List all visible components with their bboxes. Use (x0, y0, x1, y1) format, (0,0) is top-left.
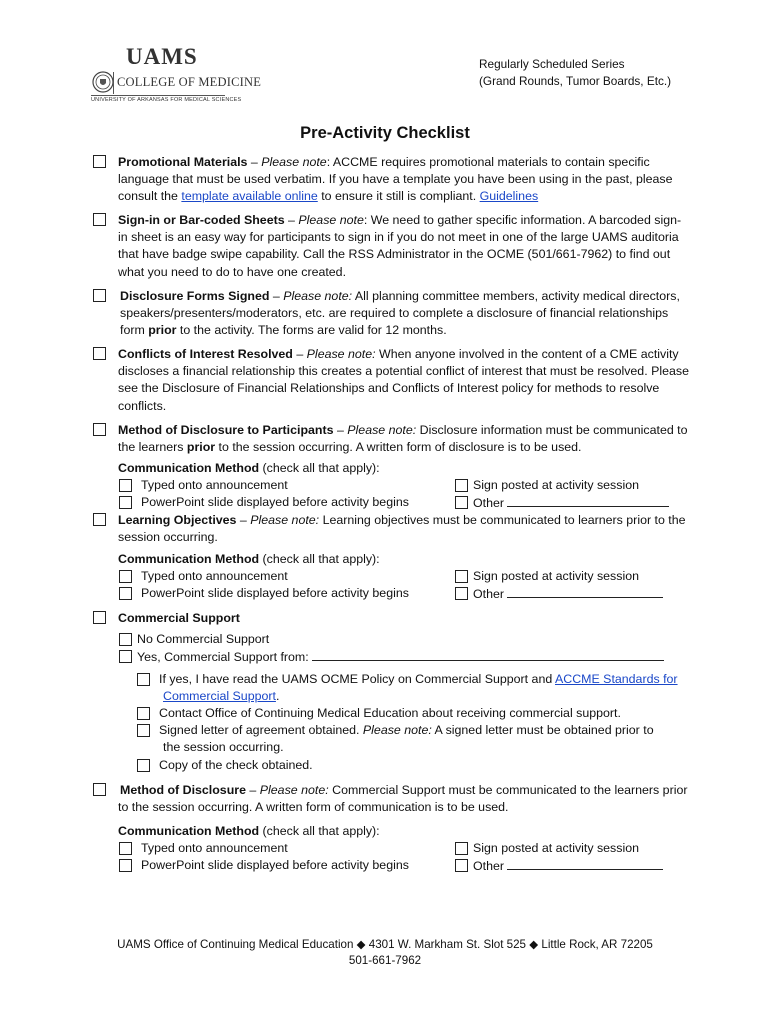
no-commercial-support-label: No Commercial Support (137, 632, 270, 646)
please-note-label: Please note (347, 423, 413, 437)
other-input[interactable] (507, 494, 669, 507)
method-disclosure-participants-heading: Method of Disclosure to Participants (118, 423, 334, 437)
logo-university: UNIVERSITY OF ARKANSAS FOR MEDICAL SCIENCES (91, 97, 242, 103)
communication-method-label (118, 460, 380, 477)
learning-objectives-text: Learning objectives must be communicated to learners prior to the session occurring. (118, 513, 686, 545)
communication-method-heading: Communication Method (118, 552, 260, 566)
disclosure-forms-item: Disclosure Forms Signed – Please note: All planning committee members, activity medical directors, speakers/presenters/moderators, etc. are required to complete a disclosure of financial relationships form prior to the activity. The forms are valid for 12 months. (120, 289, 680, 338)
guidelines-link[interactable]: Guidelines (479, 189, 539, 204)
policy-read-label (159, 671, 678, 688)
please-note-label: Please note (306, 347, 373, 361)
sign-in-sheets-item: Sign-in or Bar-coded Sheets – Please note: We need to gather specific information. A barcoded sign-in sheet is an easy way for participants to sign in if you do not meet in one of the large UAMS auditoria that have badge swipe capability. Call the RSS Administrator in the OCME (501/661-7962) to find out what you need to do to have one created. (118, 213, 682, 279)
sign-in-sheets-checkbox[interactable] (93, 213, 106, 226)
learning-objectives-heading: Learning Objectives (118, 513, 237, 527)
policy-read-text: If yes, I have read the UAMS OCME Policy on Commercial Support and (159, 672, 555, 686)
promotional-materials-text: : ACCME requires promotional materials to contain specific language that must be used verbatim. If you have a template you have been using in the past, please consult the (118, 155, 673, 204)
sign-posted-label: Sign posted at activity session (473, 478, 639, 492)
typed-announcement-checkbox[interactable] (119, 842, 132, 855)
prior-emphasis: prior (148, 323, 177, 338)
powerpoint-slide-label: PowerPoint slide displayed before activity begins (141, 586, 409, 600)
signed-letter-text: Signed letter of agreement obtained. (159, 723, 363, 737)
commercial-support-title: Commercial Support (118, 611, 240, 625)
sign-in-sheets-heading: Sign-in or Bar-coded Sheets (118, 213, 285, 227)
commercial-support-heading (118, 610, 240, 627)
typed-announcement-label: Typed onto announcement (141, 841, 288, 855)
sign-posted-label: Sign posted at activity session (473, 841, 639, 855)
no-commercial-support-checkbox[interactable] (119, 633, 132, 646)
powerpoint-slide-label: PowerPoint slide displayed before activity begins (141, 858, 409, 872)
contact-ocme-label: Contact Office of Continuing Medical Education about receiving commercial support. (159, 706, 621, 720)
signed-letter-label (159, 722, 654, 739)
copy-check-label: Copy of the check obtained. (159, 758, 313, 772)
please-note-label: Please note: (362, 723, 432, 737)
please-note-label: Please note (298, 213, 364, 227)
disclosure-forms-checkbox[interactable] (93, 289, 106, 302)
check-all-note: (check all that apply): (259, 824, 380, 838)
typed-announcement-checkbox[interactable] (119, 570, 132, 583)
communication-method-heading: Communication Method (118, 824, 260, 838)
method-disclosure-commercial-text: Commercial Support must be communicated to the learners prior to the session occurring. A written form of communication is to be used. (118, 783, 688, 815)
method-disclosure-commercial-checkbox[interactable] (93, 783, 106, 796)
series-note (479, 56, 671, 90)
powerpoint-slide-checkbox[interactable] (119, 496, 132, 509)
yes-commercial-support-text: Yes, Commercial Support from: (137, 650, 309, 664)
series-line-1: Regularly Scheduled Series (479, 57, 625, 71)
footer-address: UAMS Office of Continuing Medical Education ◆ 4301 W. Markham St. Slot 525 ◆ Little Rock, AR 72205 (117, 938, 653, 951)
disclosure-forms-text-2: to the activity. The forms are valid for 12 months. (176, 323, 447, 338)
method-disclosure-participants-text: Disclosure information must be communicated to the learners (118, 423, 688, 455)
logo-rule (91, 95, 225, 96)
method-disclosure-commercial-item: Method of Disclosure – Please note: Commercial Support must be communicated to the learners prior to the session occurring. A written form of communication is to be used. (118, 783, 688, 815)
commercial-support-link[interactable]: Commercial Support (163, 689, 276, 703)
policy-read-label-cont: Commercial Support. (163, 689, 280, 703)
conflicts-resolved-checkbox[interactable] (93, 347, 106, 360)
commercial-support-checkbox[interactable] (93, 611, 106, 624)
promotional-materials-text-2: to ensure it still is compliant. (317, 189, 480, 204)
typed-announcement-label: Typed onto announcement (141, 569, 288, 583)
learning-objectives-checkbox[interactable] (93, 513, 106, 526)
logo-wordmark: UAMS (126, 44, 198, 69)
promotional-materials-heading: Promotional Materials (118, 155, 248, 169)
method-disclosure-participants-checkbox[interactable] (93, 423, 106, 436)
disclosure-forms-text: All planning committee members, activity medical directors, speakers/presenters/moderators, etc. are required to complete a disclosure of financial relationships form (120, 289, 680, 338)
yes-commercial-support-label (137, 648, 664, 666)
sign-posted-checkbox[interactable] (455, 570, 468, 583)
other-text: Other (473, 587, 504, 601)
promotional-materials-item: Promotional Materials – Please note: ACCME requires promotional materials to contain specific language that must be used verbatim. If you have a template you have been using in the past, please consult the template available online to ensure it still is compliant. Guidelines (118, 155, 673, 204)
other-checkbox[interactable] (455, 587, 468, 600)
logo-college: COLLEGE OF MEDICINE (117, 75, 262, 89)
footer-phone: 501-661-7962 (348, 954, 422, 967)
powerpoint-slide-label: PowerPoint slide displayed before activity begins (141, 495, 409, 509)
sign-posted-checkbox[interactable] (455, 842, 468, 855)
please-note-label: Please note (259, 783, 326, 797)
series-line-2: (Grand Rounds, Tumor Boards, Etc.) (479, 74, 672, 88)
yes-commercial-support-checkbox[interactable] (119, 650, 132, 663)
communication-method-heading: Communication Method (118, 461, 260, 475)
please-note-label: Please note (250, 513, 316, 527)
conflicts-resolved-heading: Conflicts of Interest Resolved (118, 347, 293, 361)
logo-divider (113, 72, 114, 94)
other-input[interactable] (507, 585, 663, 598)
learning-objectives-item: Learning Objectives – Please note: Learning objectives must be communicated to learners prior to the session occurring. (118, 513, 686, 545)
sign-in-sheets-text: : We need to gather specific information. A barcoded sign-in sheet is an easy way for participants to sign in if you do not meet in one of the large UAMS auditoria that have badge swipe capability. Call the RSS Administrator in the OCME (501/661-7962) to find out what you need to do to have one created. (118, 213, 682, 279)
conflicts-resolved-text: When anyone involved in the content of a CME activity discloses a financial relationship this creates a potential conflict of interest that must be resolved. Please see the Disclosure of Financial Relationships and Conflicts of Interest policy for methods to resolve conflicts. (118, 347, 689, 413)
communication-method-label (118, 551, 380, 568)
seal-icon (92, 70, 114, 94)
other-text: Other (473, 859, 504, 873)
other-input[interactable] (507, 857, 663, 870)
prior-emphasis: prior (186, 440, 216, 455)
copy-check-checkbox[interactable] (137, 759, 150, 772)
check-all-note: (check all that apply): (259, 552, 380, 566)
other-label (473, 857, 663, 875)
other-label (473, 494, 669, 512)
other-text: Other (473, 496, 504, 510)
sign-posted-checkbox[interactable] (455, 479, 468, 492)
accme-standards-link[interactable]: ACCME Standards for (554, 672, 678, 686)
typed-announcement-checkbox[interactable] (119, 479, 132, 492)
please-note-label: Please note (283, 289, 349, 303)
other-checkbox[interactable] (455, 496, 468, 509)
conflicts-resolved-item: Conflicts of Interest Resolved – Please note: When anyone involved in the content of a CME activity discloses a financial relationship this creates a potential conflict of interest that must be resolved. Please see the Disclosure of Financial Relationships and Conflicts of Interest policy for methods to resolve conflicts. (118, 347, 689, 413)
method-disclosure-participants-text-2: to the session occurring. A written form of disclosure is to be used. (215, 440, 582, 455)
method-disclosure-commercial-heading: Method of Disclosure (120, 783, 246, 797)
signed-letter-checkbox[interactable] (137, 724, 150, 737)
check-all-note: (check all that apply): (259, 461, 380, 475)
powerpoint-slide-checkbox[interactable] (119, 859, 132, 872)
commercial-supporter-input[interactable] (312, 648, 664, 661)
policy-read-checkbox[interactable] (137, 673, 150, 686)
page-title: Pre-Activity Checklist (300, 124, 470, 142)
method-disclosure-participants-item: Method of Disclosure to Participants – Please note: Disclosure information must be communicated to the learners prior to the session occurring. A written form of disclosure is to be used. (118, 423, 688, 455)
other-checkbox[interactable] (455, 859, 468, 872)
powerpoint-slide-checkbox[interactable] (119, 587, 132, 600)
disclosure-forms-heading: Disclosure Forms Signed (120, 289, 270, 303)
signed-letter-text-2: A signed letter must be obtained prior to (431, 723, 654, 737)
signed-letter-label-cont: the session occurring. (163, 740, 284, 754)
please-note-label: Please note (261, 155, 327, 169)
other-label (473, 585, 663, 603)
sign-posted-label: Sign posted at activity session (473, 569, 639, 583)
typed-announcement-label: Typed onto announcement (141, 478, 288, 492)
contact-ocme-checkbox[interactable] (137, 707, 150, 720)
communication-method-label (118, 823, 380, 840)
promotional-materials-checkbox[interactable] (93, 155, 106, 168)
template-link[interactable]: template available online (181, 189, 318, 204)
